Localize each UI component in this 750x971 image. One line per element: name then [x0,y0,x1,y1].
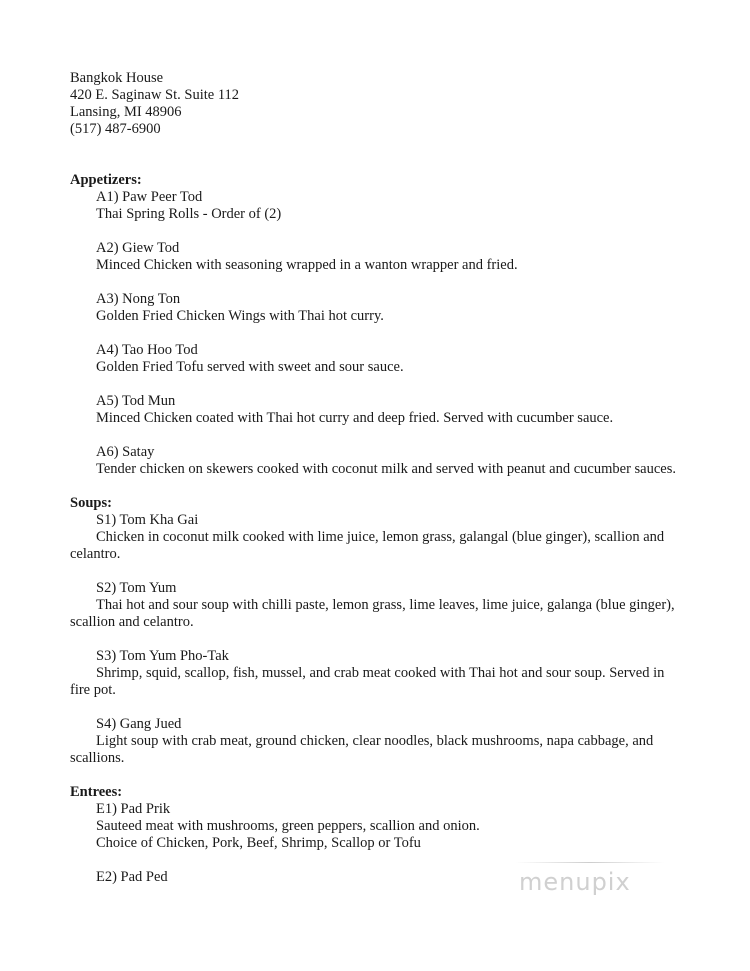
menu-item [70,393,680,427]
appetizers-section [70,172,680,478]
section-title: Appetizers: [70,172,142,188]
menu-item [70,291,680,325]
restaurant-name: Bangkok House [70,70,164,86]
restaurant-address: 420 E. Saginaw St. Suite 112 [70,87,240,103]
menu-item [70,801,680,852]
item-description: Minced Chicken with seasoning wrapped in a wanton wrapper and fried. [96,257,518,273]
menu-item [70,444,680,478]
menu-item [70,580,680,631]
item-name: A3) Nong Ton [96,291,181,307]
item-name: S4) Gang Jued [96,716,182,732]
item-description: Chicken in coconut milk cooked with lime juice, lemon grass, galangal (blue ginger), scallion and celantro. [70,529,665,562]
menu-item [70,716,680,767]
item-name: A4) Tao Hoo Tod [96,342,198,358]
item-name: E1) Pad Prik [96,801,171,817]
item-description: Shrimp, squid, scallop, fish, mussel, and crab meat cooked with Thai hot and sour soup. Served in fire pot. [70,665,665,698]
item-name: A1) Paw Peer Tod [96,189,203,205]
menupix-watermark [515,858,665,918]
restaurant-phone: (517) 487-6900 [70,121,161,137]
menu-page [70,70,680,886]
watermark-text: menupix [519,868,631,896]
item-description: Minced Chicken coated with Thai hot curry and deep fried. Served with cucumber sauce. [96,410,614,426]
item-description: Tender chicken on skewers cooked with coconut milk and served with peanut and cucumber sauces. [96,461,676,477]
menu-item [70,648,680,699]
item-name: A5) Tod Mun [96,393,176,409]
menu-item [70,240,680,274]
item-name: S1) Tom Kha Gai [96,512,199,528]
section-title: Entrees: [70,784,123,800]
restaurant-header [70,70,680,138]
item-name: S2) Tom Yum [96,580,177,596]
item-description: Golden Fried Chicken Wings with Thai hot curry. [96,308,384,324]
menu-item [70,189,680,223]
menu-item [70,342,680,376]
soups-section [70,495,680,767]
item-description: Thai Spring Rolls - Order of (2) [96,206,282,222]
item-description: Light soup with crab meat, ground chicken, clear noodles, black mushrooms, napa cabbage, and scallions. [70,733,654,766]
item-name: A6) Satay [96,444,155,460]
restaurant-city: Lansing, MI 48906 [70,104,182,120]
item-name: A2) Giew Tod [96,240,180,256]
item-description: Sauteed meat with mushrooms, green peppers, scallion and onion. [96,818,480,834]
item-choices: Choice of Chicken, Pork, Beef, Shrimp, Scallop or Tofu [96,835,421,851]
item-description: Golden Fried Tofu served with sweet and sour sauce. [96,359,404,375]
watermark-divider [515,862,665,863]
menu-item [70,512,680,563]
section-title: Soups: [70,495,112,511]
item-name: S3) Tom Yum Pho-Tak [96,648,229,664]
item-description: Thai hot and sour soup with chilli paste, lemon grass, lime leaves, lime juice, galanga (blue ginger), scallion and celantro. [70,597,675,630]
item-name: E2) Pad Ped [96,869,168,885]
